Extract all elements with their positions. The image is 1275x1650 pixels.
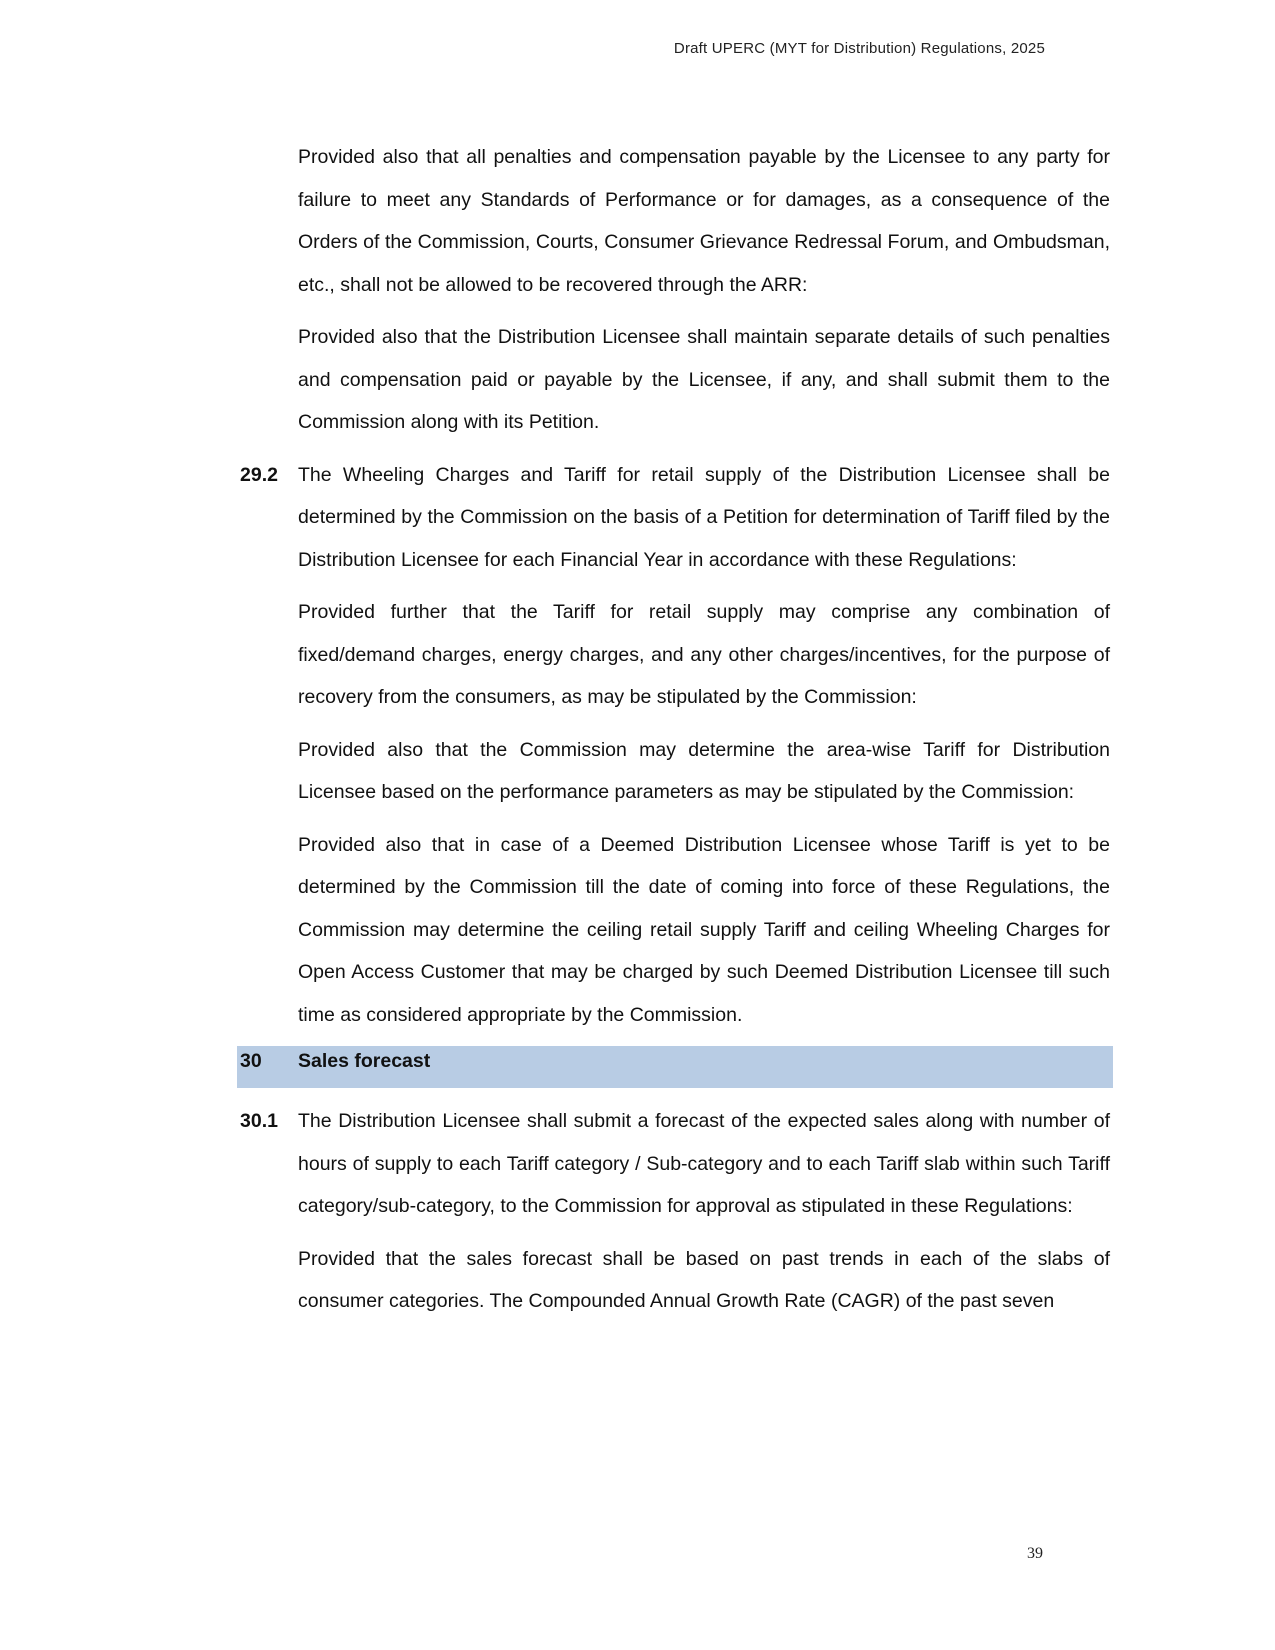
running-header: Draft UPERC (MYT for Distribution) Regulations, 2025 (673, 40, 1045, 57)
section-title: Sales forecast (298, 1050, 431, 1072)
section-heading-30 (237, 1046, 1113, 1088)
clause-text: The Wheeling Charges and Tariff for retail supply of the Distribution Licensee shall be determined by the Commission on the basis of a Petition for determination of Tariff filed by the Distribution Licensee for each Financial Year in accordance with these Regulations: (298, 463, 1110, 571)
clause-text: The Distribution Licensee shall submit a forecast of the expected sales along with number of hours of supply to each Tariff category / Sub-category and to each Tariff slab within such Tariff category/sub-category, to the Commission for approval as stipulated in these Regulations: (298, 1110, 1110, 1217)
proviso-penalties: Provided also that all penalties and compensation payable by the Licensee to any party for failure to meet any Standards of Performance or for damages, as a consequence of the Orders of the Commission, Courts, Consumer Grievance Redressal Forum, and Ombudsman, etc., shall not be allowed to be recovered through the ARR: (298, 146, 1110, 296)
proviso-separate-details: Provided also that the Distribution Licensee shall maintain separate details of such penalties and compensation paid or payable by the Licensee, if any, and shall submit them to the Commission along with its Petition. (298, 326, 1110, 433)
page-number: 39 (1027, 1545, 1043, 1562)
clause-29-2 (240, 454, 1110, 582)
proviso-tariff-combination: Provided further that the Tariff for retail supply may comprise any combination of fixed/demand charges, energy charges, and any other charges/incentives, for the purpose of recovery from the consumers, as may be stipulated by the Commission: (298, 601, 1110, 708)
proviso-area-wise-tariff: Provided also that the Commission may determine the area-wise Tariff for Distribution Licensee based on the performance parameters as may be stipulated by the Commission: (298, 738, 1110, 803)
proviso-sales-forecast: Provided that the sales forecast shall be based on past trends in each of the slabs of consumer categories. The Compounded Annual Growth Rate (CAGR) of the past seven (298, 1247, 1110, 1312)
clause-number: 30.1 (240, 1110, 278, 1132)
document-body (240, 136, 1110, 1333)
clause-number: 29.2 (240, 463, 278, 486)
section-number: 30 (240, 1050, 262, 1072)
clause-30-1 (240, 1100, 1110, 1228)
proviso-deemed-licensee: Provided also that in case of a Deemed Distribution Licensee whose Tariff is yet to be determined by the Commission till the date of coming into force of these Regulations, the Commission may determine the ceiling retail supply Tariff and ceiling Wheeling Charges for Open Access Customer that may be charged by such Deemed Distribution Licensee till such time as considered appropriate by the Commission. (298, 833, 1110, 1026)
